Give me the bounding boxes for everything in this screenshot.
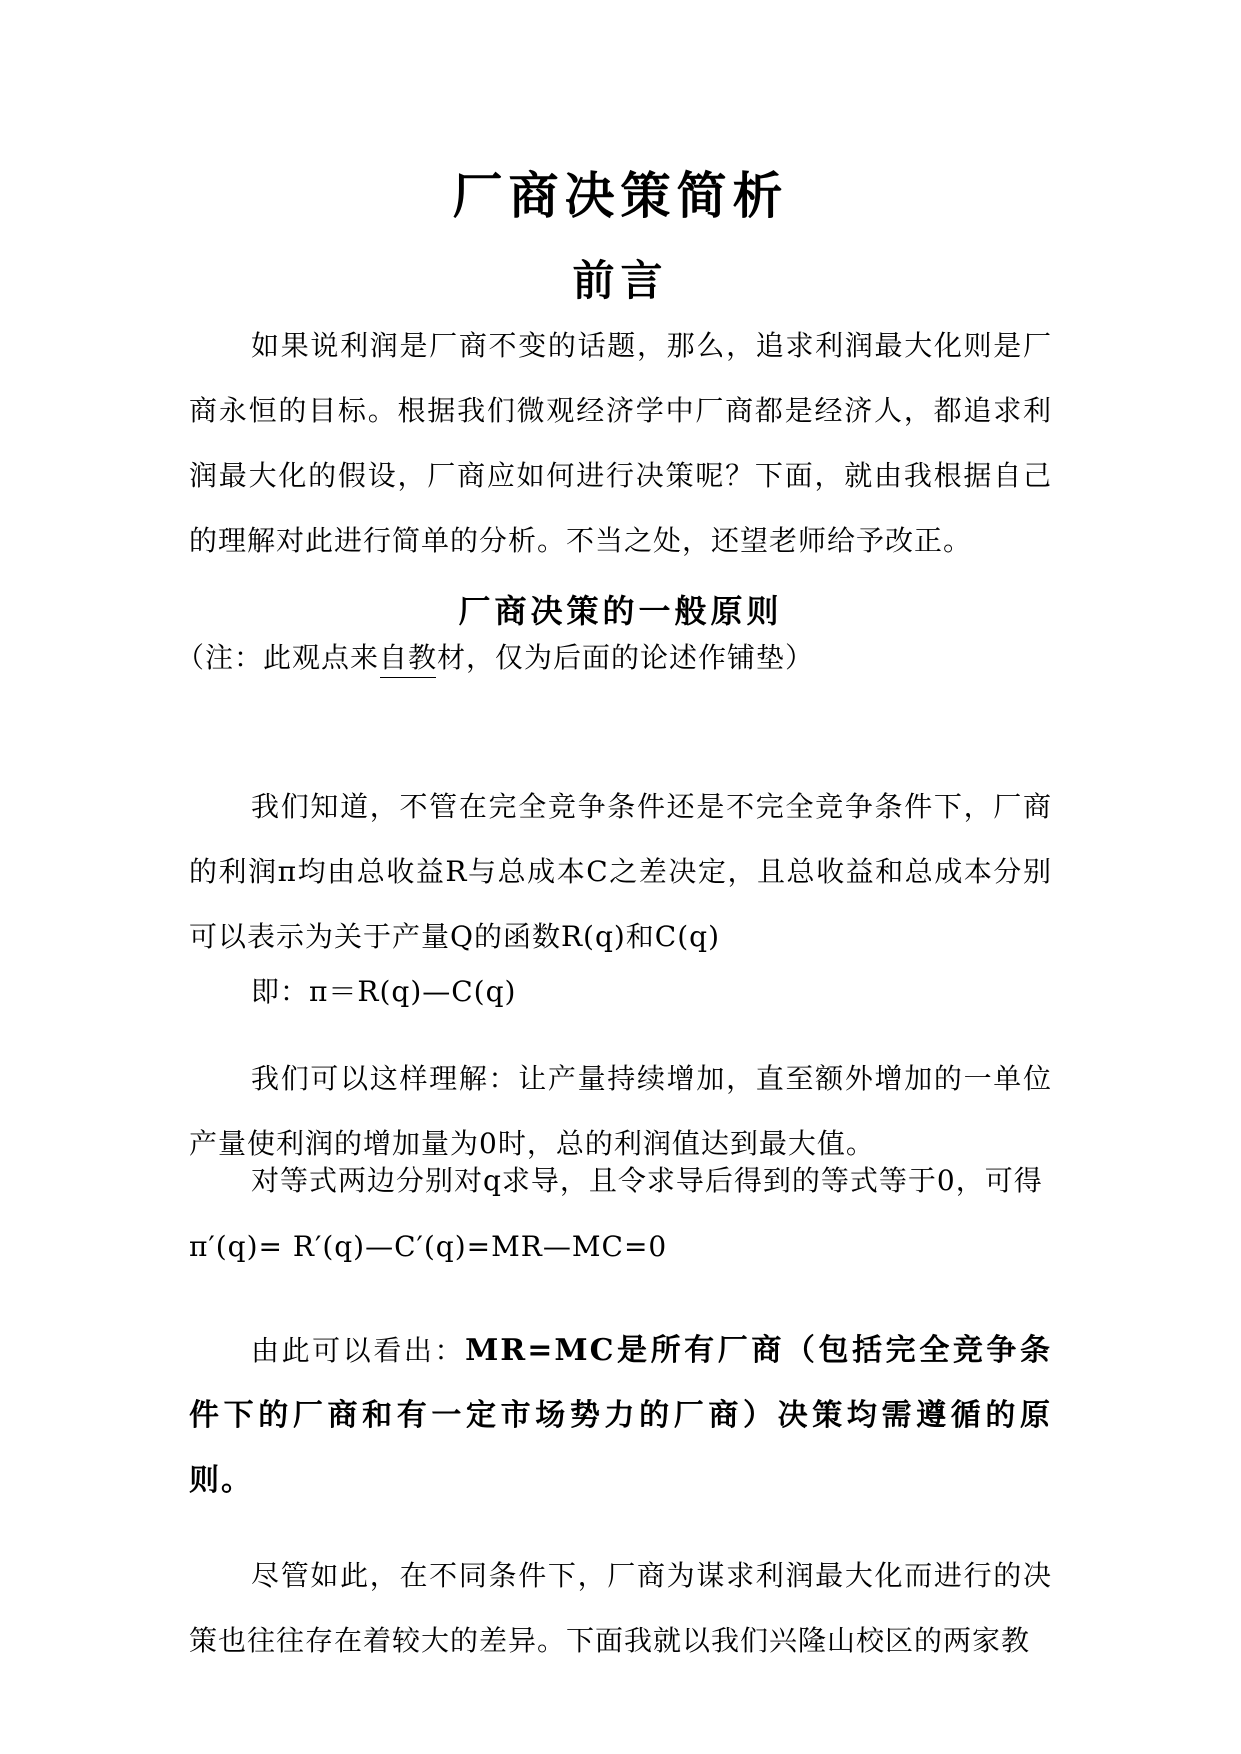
preface-heading: 前言 bbox=[572, 256, 669, 305]
section-heading: 厂商决策的一般原则 bbox=[458, 592, 783, 630]
conclusion-lead: 由此可以看出： bbox=[251, 1334, 466, 1367]
conclusion-principle: MR=MC是所有厂商（包括完全竞争条件下的厂商和有一定市场势力的厂商）决策均需遵循的原则。 bbox=[189, 1333, 1052, 1498]
intro-paragraph: 如果说利润是厂商不变的话题，那么，追求利润最大化则是厂商永恒的目标。根据我们微观经济学中厂商都是经济人，都追求利润最大化的假设，厂商应如何进行决策呢？下面，就由我根据自己的理解对此进行简单的分析。不当之处，还望老师给予改正。 bbox=[189, 329, 1052, 557]
derivative-formula: π′(q)= R′(q)—C′(q)=MR—MC=0 bbox=[189, 1230, 668, 1263]
note-text: （注：此观点来自教材，仅为后面的论述作铺垫） bbox=[176, 641, 815, 674]
profit-formula: 即：π＝R(q)—C(q) bbox=[251, 975, 517, 1008]
paragraph-derive: 对等式两边分别对q求导，且令求导后得到的等式等于0，可得 bbox=[251, 1164, 1043, 1197]
conclusion-paragraph bbox=[189, 1318, 1052, 1513]
document-title: 厂商决策简析 bbox=[452, 166, 789, 225]
paragraph-however: 尽管如此，在不同条件下，厂商为谋求利润最大化而进行的决策也往往存在着较大的差异。下面我就以我们兴隆山校区的两家教 bbox=[189, 1559, 1052, 1657]
paragraph-understand: 我们可以这样理解：让产量持续增加，直至额外增加的一单位产量使利润的增加量为0时，总的利润值达到最大值。 bbox=[189, 1062, 1052, 1160]
paragraph-know: 我们知道，不管在完全竞争条件还是不完全竞争条件下，厂商的利润π均由总收益R与总成本C之差决定，且总收益和总成本分别可以表示为关于产量Q的函数R(q)和C(q) bbox=[189, 790, 1052, 953]
